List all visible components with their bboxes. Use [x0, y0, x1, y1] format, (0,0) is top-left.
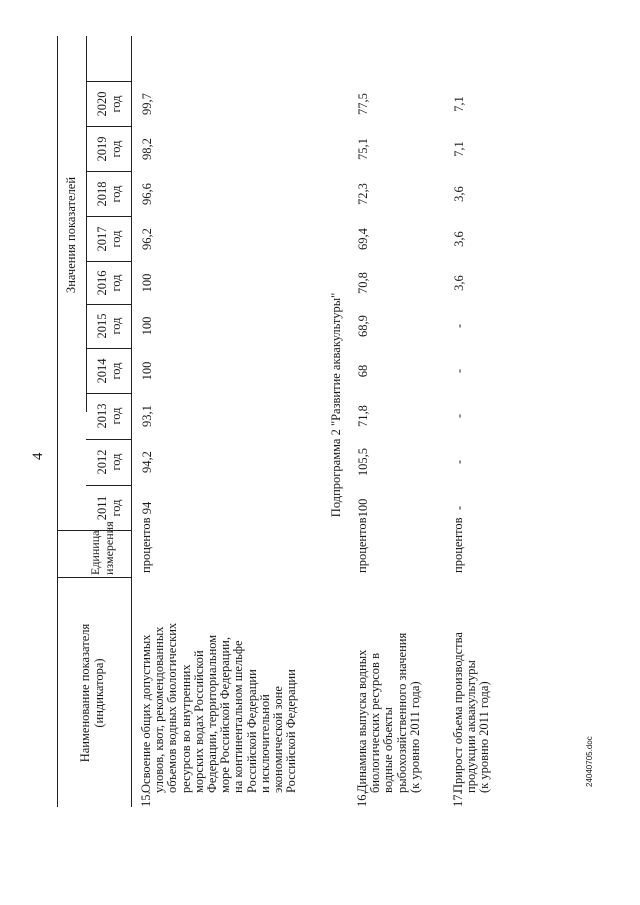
year-word: год: [109, 362, 123, 380]
year-label: 2015: [95, 313, 109, 339]
year-word: год: [109, 453, 123, 471]
value-cell: -: [452, 323, 466, 329]
row-16-name: Динамика выпуска водных биологических ресурсов в водные объекты рыбохозяйственного значения (к уровню 2011 года): [355, 632, 422, 793]
year-label: 2014: [95, 358, 109, 384]
year-word: год: [109, 274, 123, 292]
year-header-6: [95, 261, 123, 305]
value-cell: 94,2: [140, 451, 154, 473]
year-label: 2020: [95, 91, 109, 117]
footer-filename: 24040705.doc: [585, 736, 594, 787]
header-indicator-name-line1: Наименование показателя: [78, 623, 92, 763]
header-indicator-name: [78, 593, 106, 793]
value-cell: 105,5: [356, 447, 370, 477]
year-label: 2012: [95, 449, 109, 475]
value-cell: 68,9: [356, 315, 370, 337]
year-word: год: [109, 140, 123, 158]
year-header-8: [95, 172, 123, 216]
year-header-2: [95, 440, 123, 484]
value-cell: 93,1: [140, 405, 154, 427]
row-15-number: 15.: [139, 791, 153, 807]
row-16-number: 16.: [355, 791, 369, 807]
year-header-4: [95, 349, 123, 393]
subprogram-heading: Подпрограмма 2 "Развитие аквакультуры": [329, 292, 343, 518]
value-cell: 70,8: [356, 272, 370, 294]
value-cell: 94: [140, 501, 154, 515]
value-cell: 100: [356, 498, 370, 518]
year-header-10: [95, 82, 123, 126]
value-cell: 99,7: [140, 93, 154, 115]
year-header-1: [95, 486, 123, 530]
table-top-border: [57, 36, 58, 807]
value-cell: 71,8: [356, 405, 370, 427]
year-label: 2011: [95, 495, 109, 521]
year-label: 2017: [95, 226, 109, 252]
page-number: 4: [30, 452, 46, 460]
year-label: 2016: [95, 270, 109, 296]
year-word: год: [109, 407, 123, 425]
value-cell: 100: [140, 361, 154, 381]
value-cell: 3,6: [452, 186, 466, 202]
value-cell: 77,5: [356, 93, 370, 115]
value-cell: 98,2: [140, 138, 154, 160]
year-word: год: [109, 230, 123, 248]
value-cell: 69,4: [356, 228, 370, 250]
year-header-5: [95, 304, 123, 348]
row-15-unit: процентов: [139, 517, 153, 573]
year-header-9: [95, 127, 123, 171]
value-cell: 72,3: [356, 183, 370, 205]
year-label: 2018: [95, 181, 109, 207]
header-bottom-border: [131, 36, 132, 807]
year-word: год: [109, 317, 123, 335]
value-cell: 96,6: [140, 183, 154, 205]
header-unit-line2: измерения: [102, 521, 116, 575]
year-word: год: [109, 499, 123, 517]
year-label: 2013: [95, 403, 109, 429]
value-cell: -: [452, 368, 466, 374]
year-word: год: [109, 185, 123, 203]
row-17-name: Прирост объема производства продукции аквакультуры (к уровню 2011 года): [451, 632, 492, 793]
year-header-7: [95, 217, 123, 261]
col-divider-name: [57, 577, 131, 578]
value-cell: 3,6: [452, 231, 466, 247]
header-unit-line1: Единица: [88, 530, 102, 575]
value-cell: -: [452, 505, 466, 511]
value-cell: 3,6: [452, 275, 466, 291]
row-17-number: 17.: [451, 791, 465, 807]
value-cell: -: [452, 459, 466, 465]
value-cell: 68: [356, 364, 370, 378]
value-cell: 75,1: [356, 138, 370, 160]
value-cell: 100: [140, 273, 154, 293]
header-unit: [88, 521, 116, 575]
year-header-3: [95, 394, 123, 438]
value-cell: 96,2: [140, 228, 154, 250]
row-17-unit: процентов: [451, 517, 465, 573]
value-cell: 100: [140, 316, 154, 336]
year-label: 2019: [95, 136, 109, 162]
header-indicator-name-line2: (индикатора): [92, 658, 106, 728]
row-16-unit: процентов: [355, 517, 369, 573]
row-15-name: Освоение общих допустимых уловов, квот, рекомендованных объемов водных биологических ресурсов во внутренних морских водах Российской Федерации, территориальном море Российской Федерации, на континентальном шельфе Российской Федерации и исключительной экономической зоне Российской Федерации: [139, 622, 299, 793]
values-group-underline: [86, 36, 87, 412]
value-cell: 7,1: [452, 141, 466, 157]
value-cell: -: [452, 413, 466, 419]
year-word: год: [109, 95, 123, 113]
header-values-group: Значения показателей: [64, 176, 78, 294]
value-cell: 7,1: [452, 96, 466, 112]
